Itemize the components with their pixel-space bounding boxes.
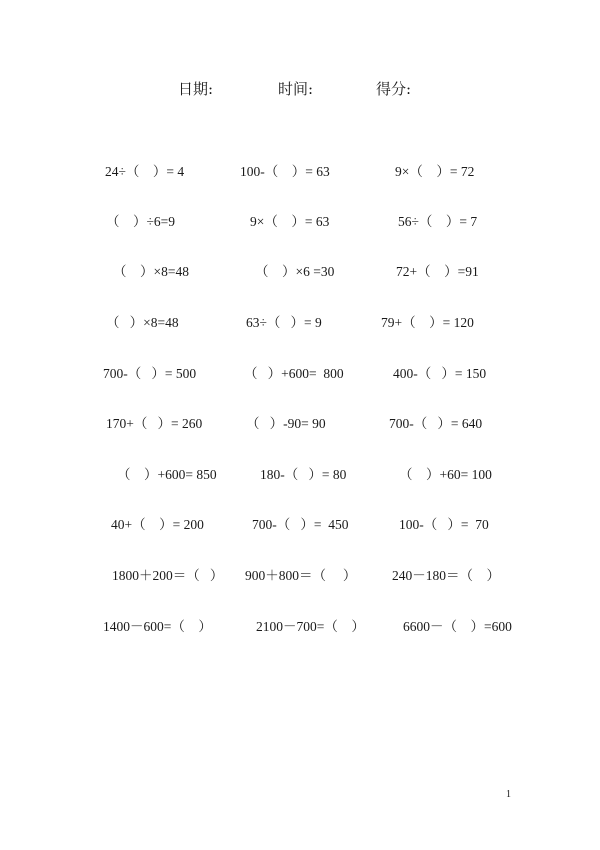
problem-r1-c0: （ ）÷6=9 bbox=[106, 214, 176, 229]
problem-r5-c1: （ ）-90= 90 bbox=[246, 416, 326, 431]
date-label: 日期: bbox=[178, 80, 214, 98]
problem-r4-c2: 400-（ ）= 150 bbox=[393, 366, 487, 381]
problem-r3-c0: （ ）×8=48 bbox=[106, 315, 179, 330]
problem-r3-c2: 79+（ ）= 120 bbox=[381, 315, 474, 330]
problem-r6-c0: （ ）+600= 850 bbox=[117, 467, 217, 482]
problem-r1-c2: 56÷（ ）= 7 bbox=[398, 214, 478, 229]
problem-r5-c2: 700-（ ）= 640 bbox=[389, 416, 483, 431]
problem-r9-c0: 1400－600=（ ） bbox=[103, 619, 212, 634]
problem-r7-c1: 700-（ ）= 450 bbox=[252, 517, 349, 532]
score-label: 得分: bbox=[376, 80, 412, 98]
problem-r5-c0: 170+（ ）= 260 bbox=[106, 416, 203, 431]
problem-r7-c0: 40+（ ）= 200 bbox=[111, 517, 204, 532]
problem-r9-c2: 6600－（ ）=600 bbox=[403, 619, 512, 634]
problem-r3-c1: 63÷（ ）= 9 bbox=[246, 315, 322, 330]
problem-r0-c1: 100-（ ）= 63 bbox=[240, 164, 330, 179]
problem-r1-c1: 9×（ ）= 63 bbox=[250, 214, 330, 229]
problem-r8-c0: 1800＋200＝（ ） bbox=[112, 568, 224, 583]
problem-r2-c2: 72+（ ）=91 bbox=[396, 264, 479, 279]
problem-r2-c0: （ ）×8=48 bbox=[113, 264, 189, 279]
worksheet-header bbox=[0, 78, 600, 102]
problem-r9-c1: 2100－700=（ ） bbox=[256, 619, 365, 634]
time-label: 时间: bbox=[278, 80, 314, 98]
problem-r2-c1: （ ）×6 =30 bbox=[255, 264, 335, 279]
problem-r0-c0: 24÷（ ）= 4 bbox=[105, 164, 185, 179]
problem-r8-c2: 240－180＝（ ） bbox=[392, 568, 500, 583]
problem-r7-c2: 100-（ ）= 70 bbox=[399, 517, 489, 532]
problem-r6-c1: 180-（ ）= 80 bbox=[260, 467, 347, 482]
problem-r6-c2: （ ）+60= 100 bbox=[399, 467, 492, 482]
problem-r8-c1: 900＋800＝（ ） bbox=[245, 568, 357, 583]
problem-r4-c1: （ ）+600= 800 bbox=[244, 366, 344, 381]
problem-r4-c0: 700-（ ）= 500 bbox=[103, 366, 197, 381]
problem-r0-c2: 9×（ ）= 72 bbox=[395, 164, 475, 179]
page-number: 1 bbox=[506, 789, 511, 800]
